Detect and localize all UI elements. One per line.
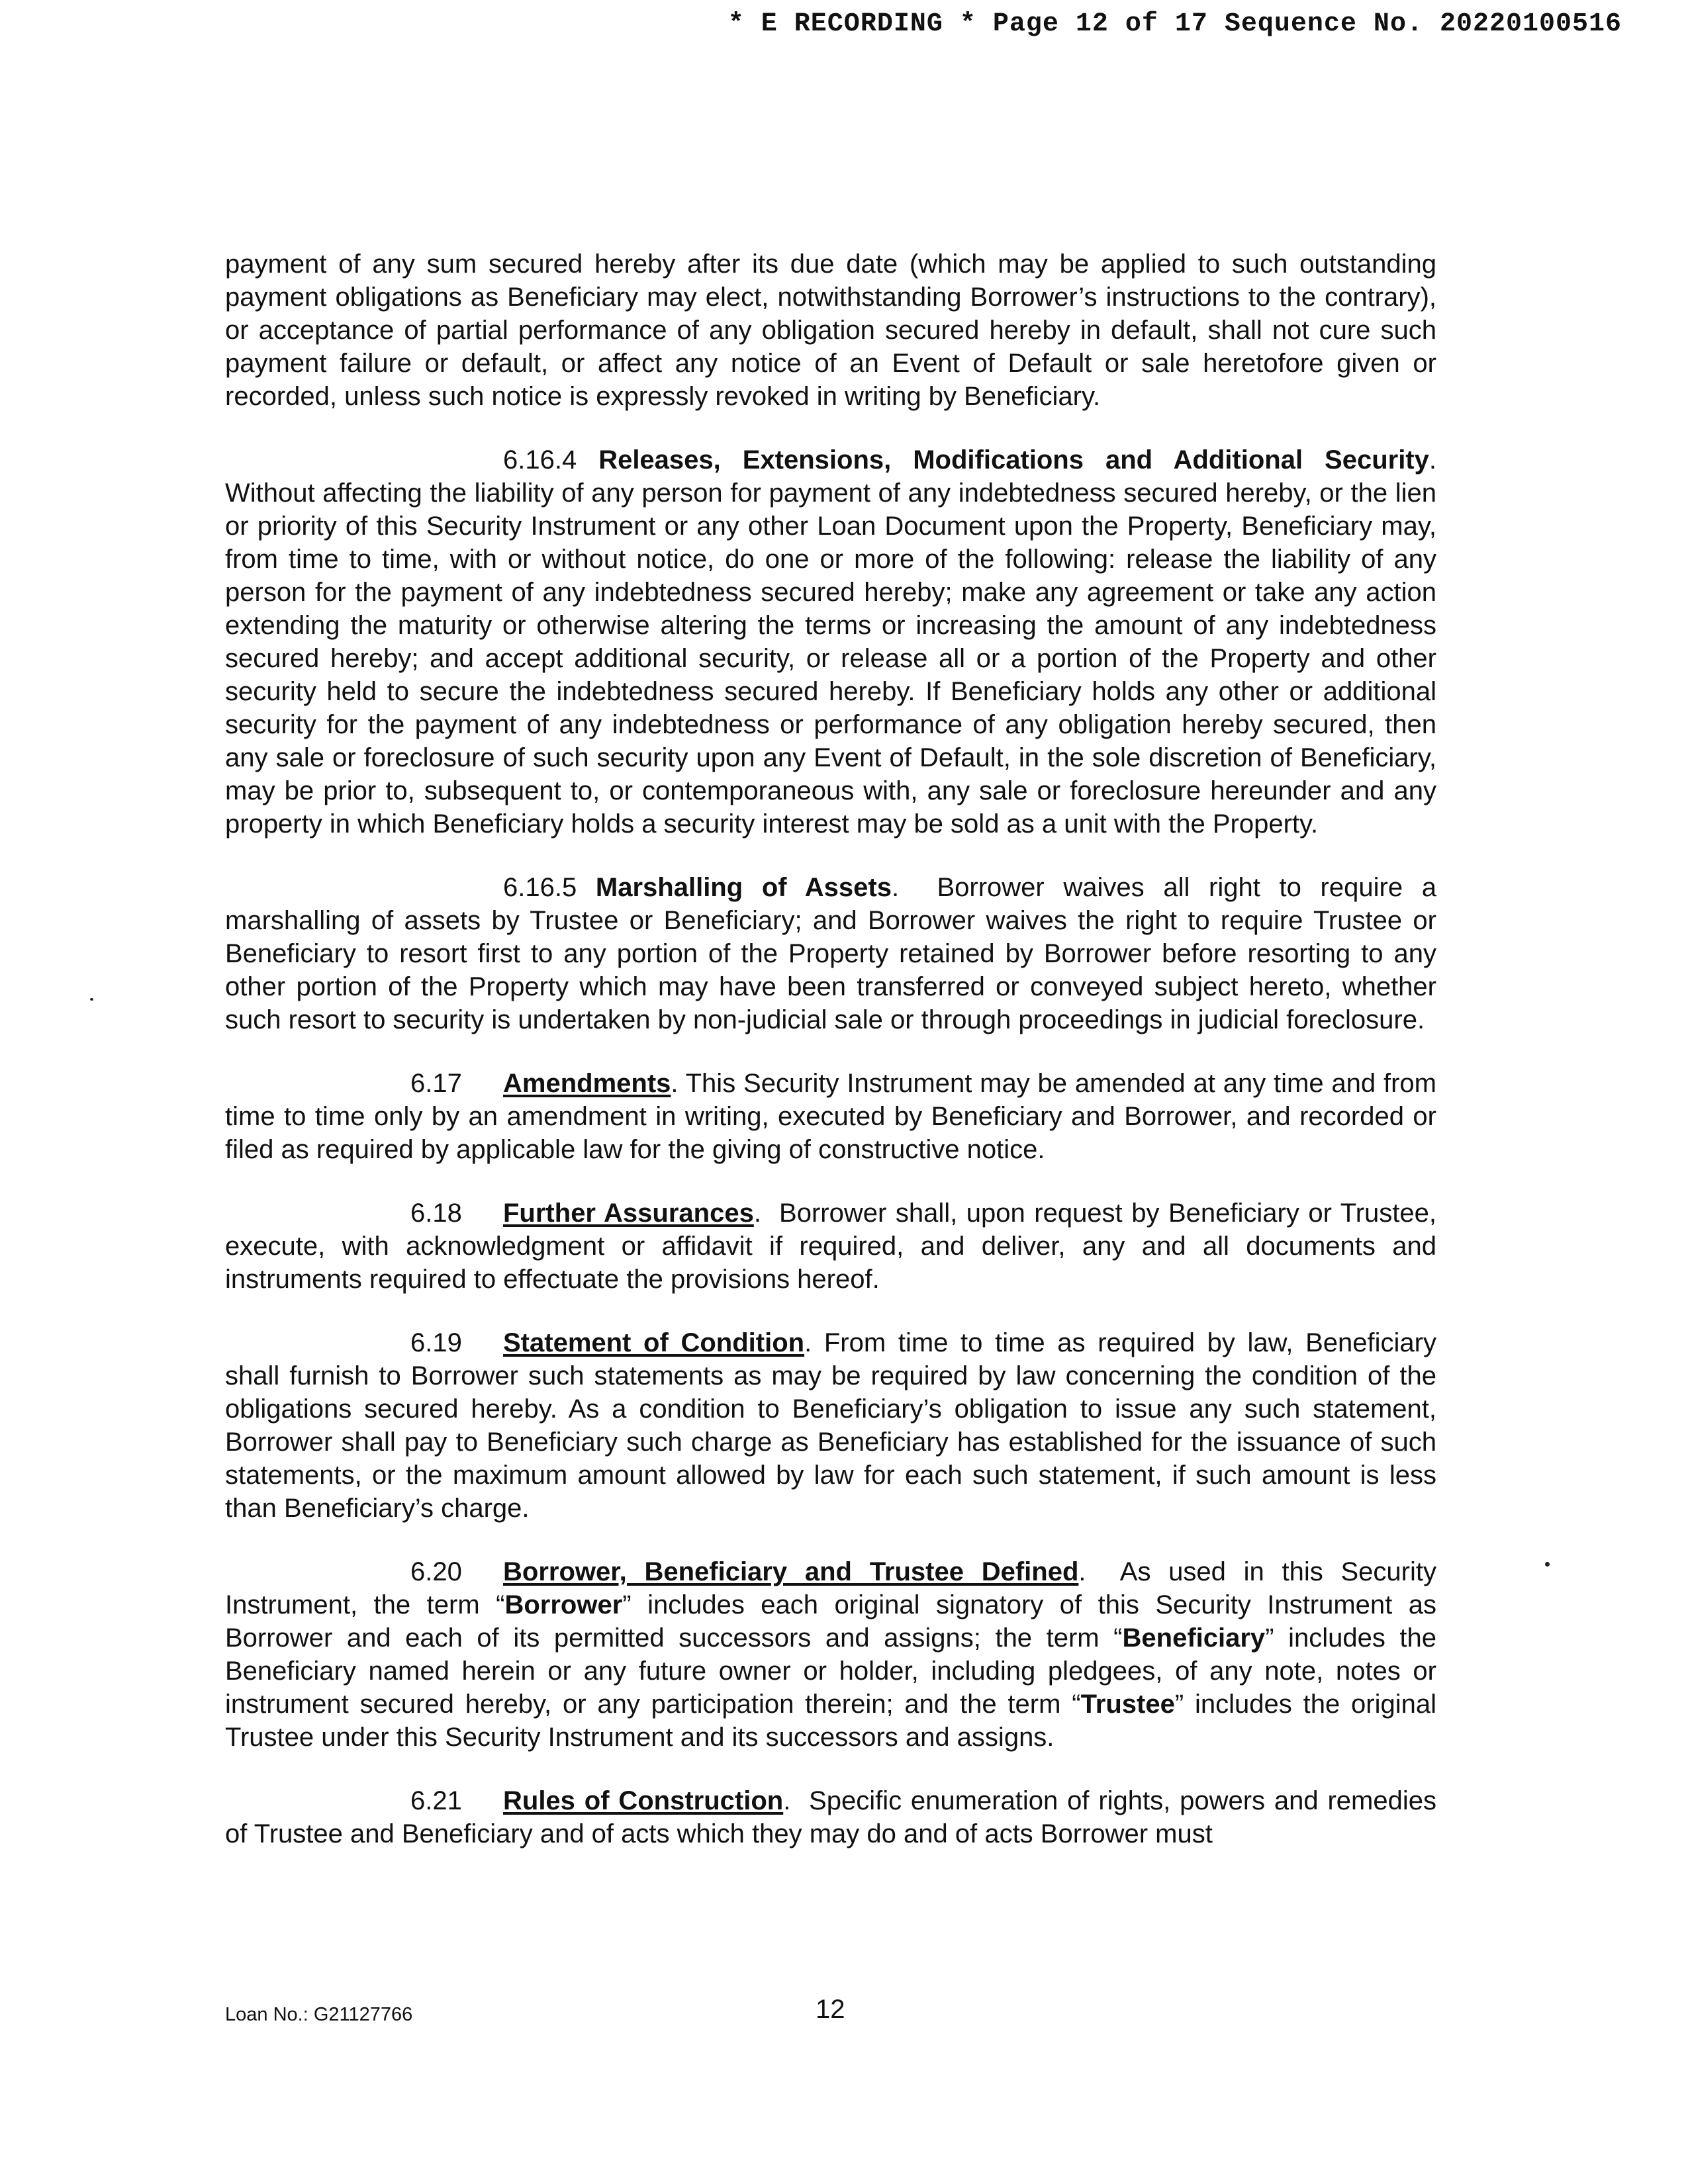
section-6-16-5: 6.16.5 Marshalling of Assets. Borrower waives all right to require a marshalling of assets by Trustee or Beneficiary; and Borrower waives the right to require Trustee or Beneficiary to resort first to any portion of the Property retained by Borrower before resorting to any other portion of the Property which may have been transferred or conveyed subject hereto, whether such resort to security is undertaken by non-judicial sale or through proceedings in judicial foreclosure. [225, 873, 1436, 1034]
section-text: Borrower waives all right to require a marshalling of assets by Trustee or Beneficiary; and Borrower waives the right to require Trustee or Beneficiary to resort first to any portion of the Property retained by Borrower before resorting to any other portion of the Property which may have been transferred or conveyed subject hereto, whether such resort to security is undertaken by non-judicial sale or through proceedings in judicial foreclosure. [225, 873, 1436, 1034]
scan-speck [1545, 1562, 1550, 1567]
defined-term-trustee: Trustee [1080, 1690, 1175, 1719]
section-6-19: 6.19 Statement of Condition. From time to time as required by law, Beneficiary shall furnish to Borrower such statements as may be required by law concerning the condition of the obligations secured hereby. As a condition to Beneficiary’s obligation to issue any such statement, Borrower shall pay to Beneficiary such charge as Beneficiary has established for the issuance of such statements, or the maximum amount allowed by law for each such statement, if such amount is less than Beneficiary’s charge. [225, 1326, 1436, 1525]
section-text: As used in this Security Instrument, the term “ [225, 1557, 1436, 1619]
scan-speck [90, 998, 93, 1001]
section-text: This Security Instrument may be amended at any time and from time to time only by an amendment in writing, executed by Beneficiary and Borrower, and recorded or filed as required by applicable law for the giving of constructive notice. [225, 1069, 1436, 1164]
loan-number: Loan No.: G21127766 [225, 2004, 413, 2025]
section-text: ” includes each original signatory of this Security Instrument as Borrower and each of its permitted successors and assigns; the term “ [225, 1590, 1436, 1653]
section-text: From time to time as required by law, Beneficiary shall furnish to Borrower such statements as may be required by law concerning the condition of the obligations secured hereby. As a condition to Beneficiary’s obligation to issue any such statement, Borrower shall pay to Beneficiary such charge as Beneficiary has established for the issuance of such statements, or the maximum amount allowed by law for each such statement, if such amount is less than Beneficiary’s charge. [225, 1328, 1436, 1523]
page-number: 12 [816, 1995, 845, 2024]
section-text: Without affecting the liability of any person for payment of any indebtedness secured hereby, or the lien or priority of this Security Instrument or any other Loan Document upon the Property, Beneficiary may, from time to time, with or without notice, do one or more of the following: release the liability of any person for the payment of any indebtedness secured hereby; make any agreement or take any action extending the maturity or otherwise altering the terms or increasing the amount of any indebtedness secured hereby; and accept additional security, or release all or a portion of the Property and other security held to secure the indebtedness secured hereby. If Beneficiary holds any other or additional security for the payment of any indebtedness or performance of any obligation hereby secured, then any sale or foreclosure of such security upon any Event of Default, in the sole discretion of Beneficiary, may be prior to, subsequent to, or contemporaneous with, any sale or foreclosure hereunder and any property in which Beneficiary holds a security interest may be sold as a unit with the Property. [225, 478, 1436, 839]
defined-term-beneficiary: Beneficiary [1122, 1623, 1266, 1653]
section-text: ” includes the Beneficiary named herein or any future owner or holder, including pledgees, of any note, notes or instrument secured hereby, or any participation therein; and the term “ [225, 1623, 1436, 1719]
section-heading: Borrower, Beneficiary and Trustee Defined [503, 1557, 1079, 1586]
section-6-16-4: 6.16.4 Releases, Extensions, Modifications and Additional Security. Without affecting the liability of any person for payment of any indebtedness secured hereby, or the lien or priority of this Security Instrument or any other Loan Document upon the Property, Beneficiary may, from time to time, with or without notice, do one or more of the following: release the liability of any person for the payment of any indebtedness secured hereby; make any agreement or take any action extending the maturity or otherwise altering the terms or increasing the amount of any indebtedness secured hereby; and accept additional security, or release all or a portion of the Property and other security held to secure the indebtedness secured hereby. If Beneficiary holds any other or additional security for the payment of any indebtedness or performance of any obligation hereby secured, then any sale or foreclosure of such security upon any Event of Default, in the sole discretion of Beneficiary, may be prior to, subsequent to, or contemporaneous with, any sale or foreclosure hereunder and any property in which Beneficiary holds a security interest may be sold as a unit with the Property. [225, 445, 1436, 839]
section-heading: Releases, Extensions, Modifications and Additional Security [598, 445, 1429, 475]
section-text: Specific enumeration of rights, powers and remedies of Trustee and Beneficiary and of acts which they may do and of acts Borrower must [225, 1786, 1436, 1848]
section-number: 6.17 [410, 1069, 462, 1098]
section-heading: Rules of Construction [503, 1786, 784, 1815]
section-6-18: 6.18 Further Assurances. Borrower shall, upon request by Beneficiary or Trustee, execute, with acknowledgment or affidavit if required, and deliver, any and all documents and instruments required to effectuate the provisions hereof. [225, 1197, 1436, 1296]
section-number: 6.20 [410, 1557, 462, 1586]
section-heading: Further Assurances [503, 1199, 754, 1228]
section-heading: Amendments [503, 1069, 671, 1098]
section-number: 6.18 [410, 1199, 462, 1228]
section-number: 6.21 [410, 1786, 462, 1815]
section-6-20: 6.20 Borrower, Beneficiary and Trustee Defined. As used in this Security Instrument, the term “Borrower” includes each original signatory of this Security Instrument as Borrower and each of its permitted successors and assigns; the term “Beneficiary” includes the Beneficiary named herein or any future owner or holder, including pledgees, of any note, notes or instrument secured hereby, or any participation therein; and the term “Trustee” includes the original Trustee under this Security Instrument and its successors and assigns. [225, 1555, 1436, 1754]
recording-stamp: * E RECORDING * Page 12 of 17 Sequence No. 20220100516 [727, 9, 1622, 39]
section-6-17: 6.17 Amendments. This Security Instrument may be amended at any time and from time to time only by an amendment in writing, executed by Beneficiary and Borrower, and recorded or filed as required by applicable law for the giving of constructive notice. [225, 1067, 1436, 1166]
continuation-paragraph: payment of any sum secured hereby after its due date (which may be applied to such outstanding payment obligations as Beneficiary may elect, notwithstanding Borrower’s instructions to the contrary), or acceptance of partial performance of any obligation secured hereby in default, shall not cure such payment failure or default, or affect any notice of an Event of Default or sale heretofore given or recorded, unless such notice is expressly revoked in writing by Beneficiary. [225, 250, 1436, 411]
section-number: 6.19 [410, 1328, 462, 1357]
section-text: Borrower shall, upon request by Beneficiary or Trustee, execute, with acknowledgment or affidavit if required, and deliver, any and all documents and instruments required to effectuate the provisions hereof. [225, 1199, 1436, 1294]
section-number: 6.16.4 [503, 445, 577, 475]
section-number: 6.16.5 [503, 873, 577, 902]
defined-term-borrower: Borrower [504, 1590, 623, 1619]
section-heading: Marshalling of Assets [595, 873, 892, 902]
section-text: ” includes the original Trustee under this Security Instrument and its successors and assigns. [225, 1690, 1436, 1752]
section-6-21: 6.21 Rules of Construction. Specific enumeration of rights, powers and remedies of Trustee and Beneficiary and of acts which they may do and of acts Borrower must [225, 1784, 1436, 1850]
section-heading: Statement of Condition [503, 1328, 805, 1357]
document-body [225, 248, 1436, 1881]
